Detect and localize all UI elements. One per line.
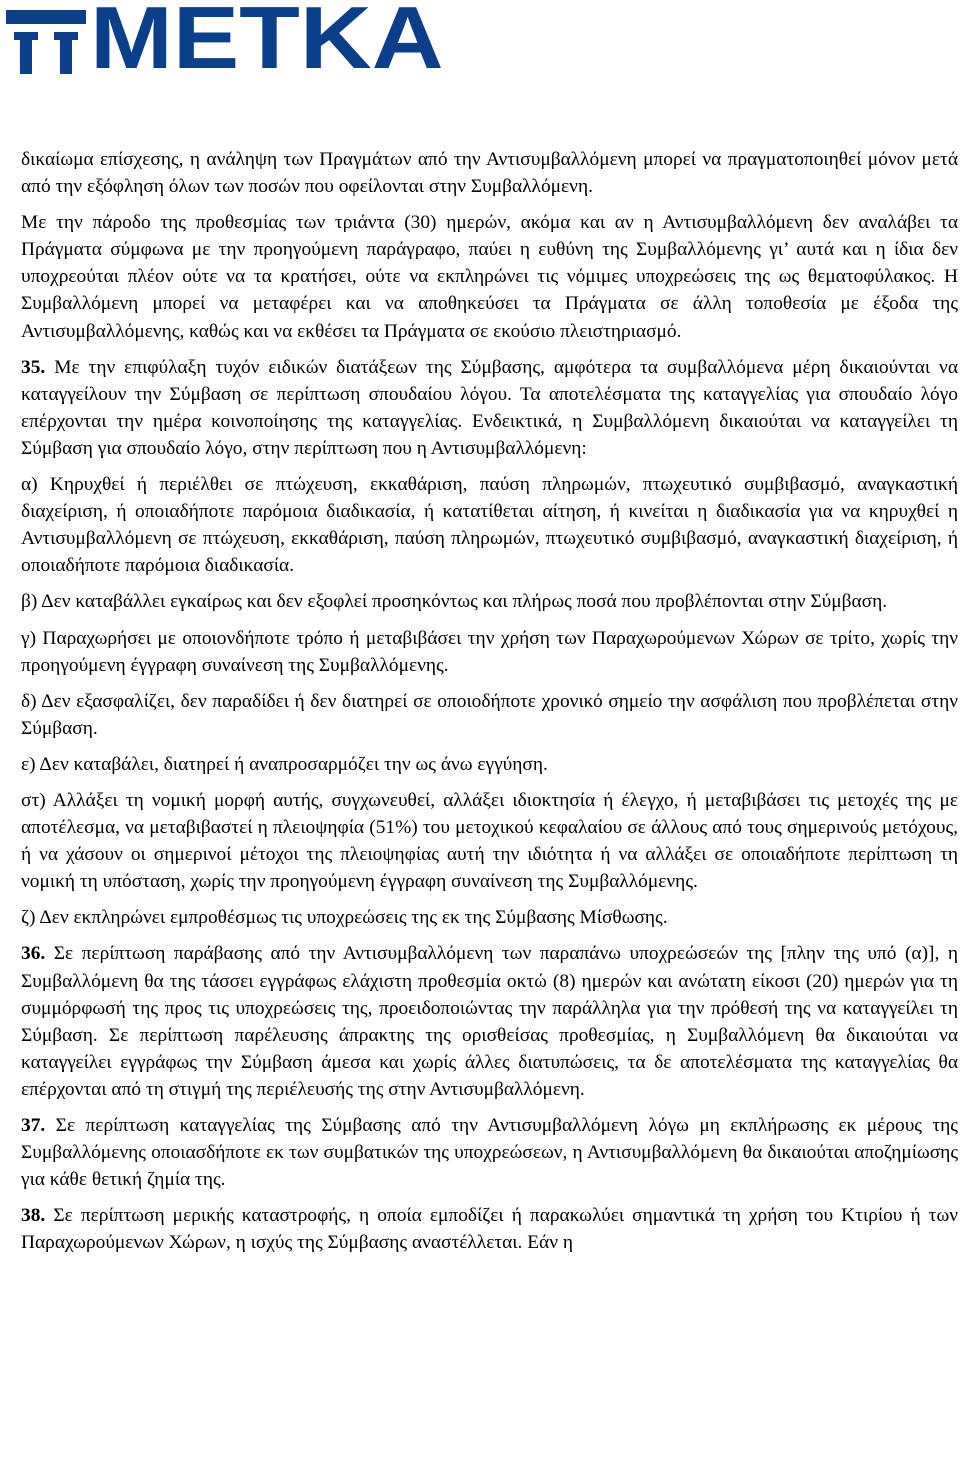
logo-wordmark: METKA xyxy=(90,0,444,87)
paragraph: Με την πάροδο της προθεσμίας των τριάντα (30) ημερών, ακόμα και αν η Αντισυμβαλλόμενη δεν αναλάβει τα Πράγματα σύμφωνα με την προηγούμενη παράγραφο, παύει η ευθύνη της Συμβαλλόμενης γι’ αυτά και η ίδια δεν υποχρεούται πλέον ούτε να τα κρατήσει, ούτε να εκπληρώνει τις νόμιμες υποχρεώσεις της ως θεματοφύλακος. Η Συμβαλλόμενη μπορεί να μεταφέρει και να αποθηκεύσει τα Πράγματα σε άλλη τοποθεσία με έξοδα της Αντισυμβαλλόμενης, καθώς και να εκθέσει τα Πράγματα σε εκούσιο πλειστηριασμό. xyxy=(21,212,958,342)
list-item-e: ε) Δεν καταβάλει, διατηρεί ή αναπροσαρμόζει την ως άνω εγγύηση. xyxy=(21,753,548,775)
logo-mark-icon xyxy=(6,4,86,76)
list-item-z: ζ) Δεν εκπληρώνει εμπροθέσμως τις υποχρεώσεις της εκ της Σύμβασης Μίσθωσης. xyxy=(21,907,668,929)
document-body xyxy=(21,146,958,1265)
clause-number: 36. xyxy=(21,943,46,965)
company-logo xyxy=(6,0,444,87)
clause-number: 38. xyxy=(21,1205,46,1227)
paragraph: δικαίωμα επίσχεσης, η ανάληψη των Πραγμάτων από την Αντισυμβαλλόμενη μπορεί να πραγματοποιηθεί μόνον μετά από την εξόφληση όλων των ποσών που οφείλονται στην Συμβαλλόμενη. xyxy=(21,149,958,198)
list-item-c: γ) Παραχωρήσει με οποιονδήποτε τρόπο ή μεταβιβάσει την χρήση των Παραχωρούμενων Χώρων σε τρίτο, χωρίς την προηγούμενη έγγραφη συναίνεση της Συμβαλλόμενης. xyxy=(21,627,958,676)
paragraph-37: 37. Σε περίπτωση καταγγελίας της Σύμβασης από την Αντισυμβαλλόμενη λόγω μη εκπλήρωσης εκ μέρους της Συμβαλλόμενης οποιασδήποτε εκ των συμβατικών της υποχρεώσεων, η Αντισυμβαλλόμενη θα δικαιούται αποζημίωσης για κάθε θετική ζημία της. xyxy=(21,1115,958,1191)
list-item-b: β) Δεν καταβάλλει εγκαίρως και δεν εξοφλεί προσηκόντως και πλήρως ποσά που προβλέπονται στην Σύμβαση. xyxy=(21,591,888,613)
paragraph-36: 36. Σε περίπτωση παράβασης από την Αντισυμβαλλόμενη των παραπάνω υποχρεώσεών της [πλην της υπό (α)], η Συμβαλλόμενη θα της τάσσει εγγράφως ελάχιστη προθεσμία οκτώ (8) ημερών και ανώτατη είκοσι (20) ημερών για τη συμμόρφωσή της προς τις υποχρεώσεις της, προειδοποιώντας την παράλληλα για την πρόθεσή της να καταγγείλει τη Σύμβαση. Σε περίπτωση παρέλευσης άπρακτης της ορισθείσας προθεσμίας, η Συμβαλλόμενη θα δικαιούται να καταγγείλει εγγράφως την Σύμβαση άμεσα και χωρίς άλλες διατυπώσεις, τα δε αποτελέσματα της καταγγελίας θα επέρχονται από τη στιγμή της περιέλευσής της στην Αντισυμβαλλόμενη. xyxy=(21,943,958,1100)
paragraph-38: 38. Σε περίπτωση μερικής καταστροφής, η οποία εμποδίζει ή παρακωλύει σημαντικά τη χρήση του Κτιρίου ή των Παραχωρούμενων Χώρων, η ισχύς της Σύμβασης αναστέλλεται. Εάν η xyxy=(21,1205,958,1254)
clause-number: 37. xyxy=(21,1115,46,1136)
clause-number: 35. xyxy=(21,356,46,378)
list-item-st: στ) Αλλάξει τη νομική μορφή αυτής, συγχωνευθεί, αλλάξει ιδιοκτησία ή έλεγχο, ή μεταβιβάσει τις μετοχές της με αποτέλεσμα, να μεταβιβαστεί η πλειοψηφία (51%) του μετοχικού κεφαλαίου σε άλλους από τους σημερινούς μετόχους, ή να χάσουν οι σημερινοί μέτοχοι της πλειοψηφίας αυτή την ιδιότητα ή να αλλάξει σε οποιαδήποτε περίπτωση τη νομική τη υπόσταση, χωρίς την προηγούμενη έγγραφη συναίνεση της Συμβαλλόμενης. xyxy=(21,789,958,893)
list-item-d: δ) Δεν εξασφαλίζει, δεν παραδίδει ή δεν διατηρεί σε οποιοδήποτε χρονικό σημείο την ασφάλιση που προβλέπεται στην Σύμβαση. xyxy=(21,690,958,739)
paragraph-35: 35. Με την επιφύλαξη τυχόν ειδικών διατάξεων της Σύμβασης, αμφότερα τα συμβαλλόμενα μέρη δικαιούνται να καταγγείλουν την Σύμβαση σε περίπτωση σπουδαίου λόγου. Τα αποτελέσματα της καταγγελίας για σπουδαίο λόγο επέρχονται την ημέρα κοινοποίησης της καταγγελίας. Ενδεικτικά, η Συμβαλλόμενη δικαιούται να καταγγείλει τη Σύμβαση για σπουδαίο λόγο, στην περίπτωση που η Αντισυμβαλλόμενη: xyxy=(21,356,958,459)
list-item-a: α) Κηρυχθεί ή περιέλθει σε πτώχευση, εκκαθάριση, παύση πληρωμών, πτωχευτικό συμβιβασμό, αναγκαστική διαχείριση, ή οποιαδήποτε παρόμοια διαδικασία, ή κατατίθεται αίτηση, ή κινείται η διαδικασία για να κηρυχθεί η Αντισυμβαλλόμενη σε πτώχευση, εκκαθάριση, παύση πληρωμών, πτωχευτικό συμβιβασμό, αναγκαστική διαχείριση, ή οποιαδήποτε παρόμοια διαδικασία. xyxy=(21,474,958,577)
